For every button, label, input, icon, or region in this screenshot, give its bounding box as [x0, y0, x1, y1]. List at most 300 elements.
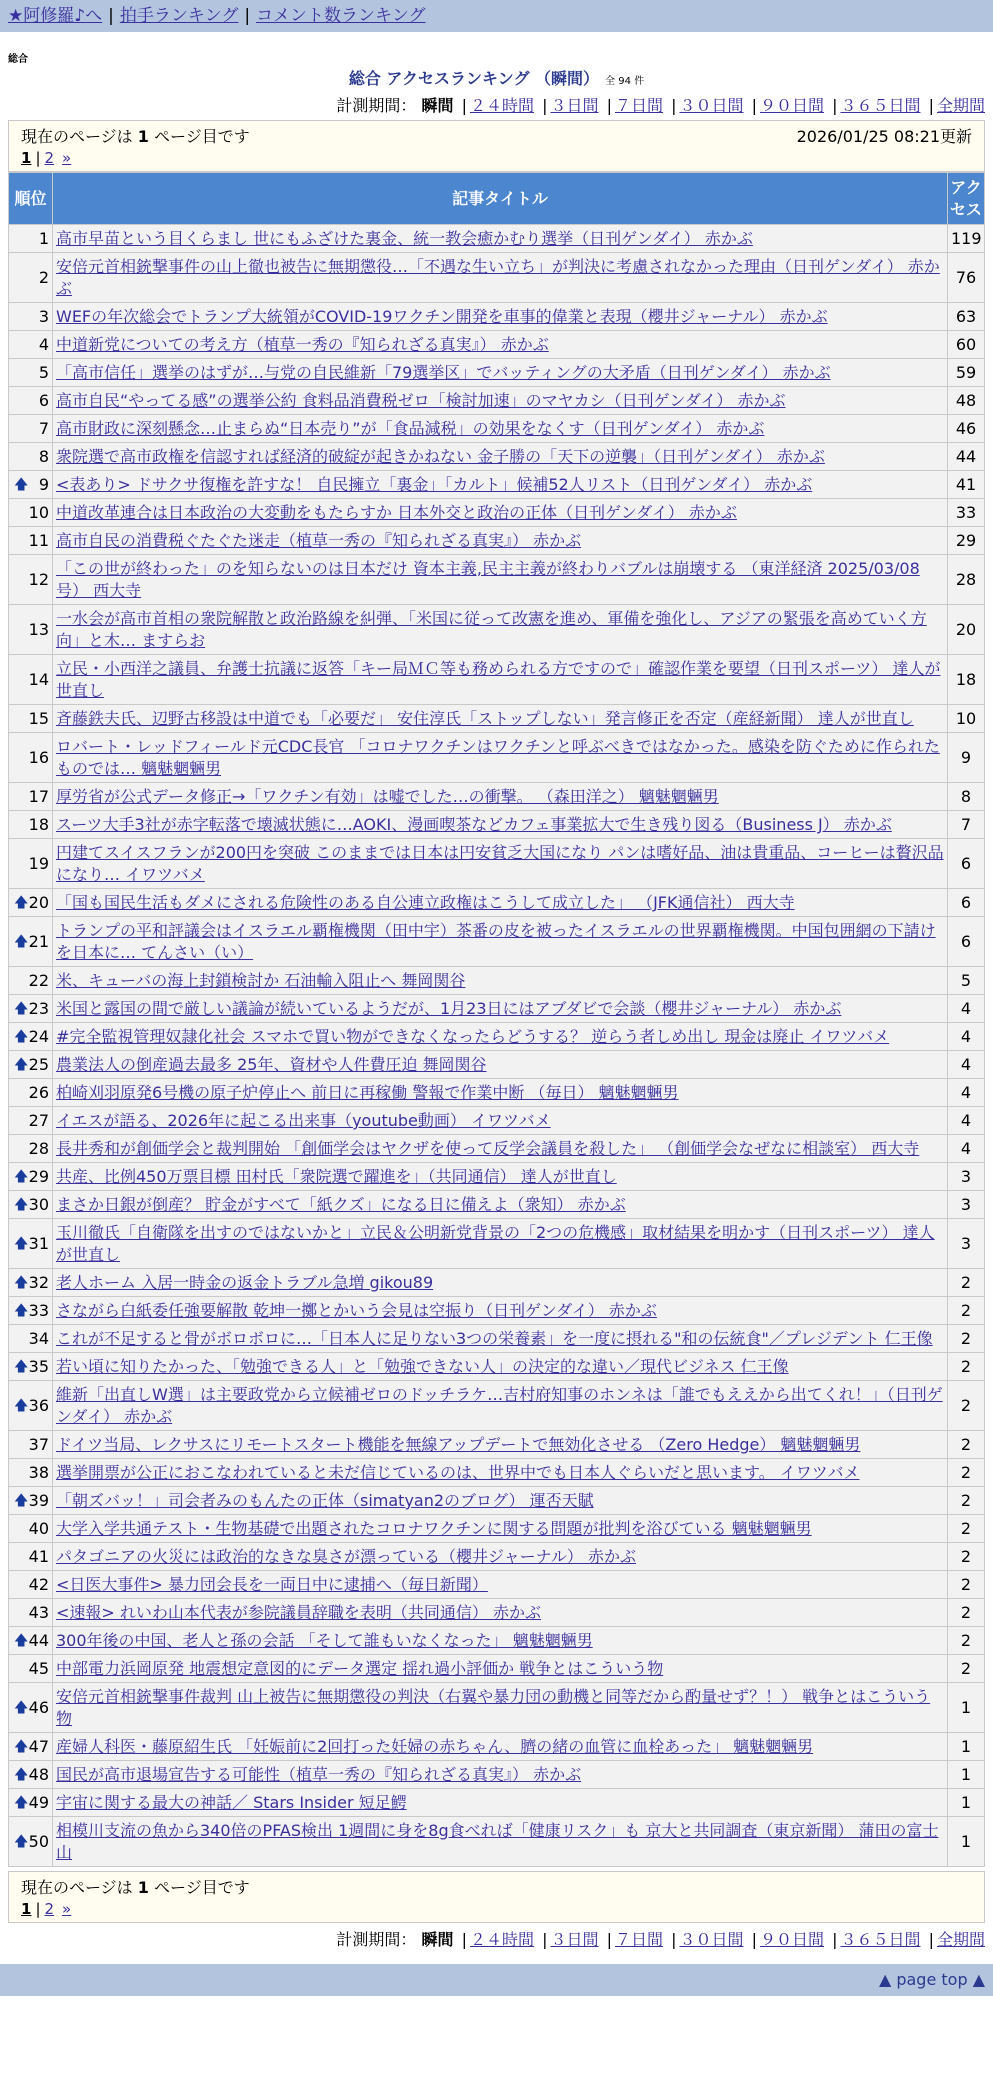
up-arrow-icon: 🡅 [14, 1834, 29, 1850]
rank-cell [9, 443, 53, 471]
table-row [9, 1431, 985, 1459]
article-title-link[interactable]: 立民・小西洋之議員、弁護士抗議に返答「キー局ＭＣ等も務められる方ですので」確認作業を要望（日刊スポーツ） 達人が世直し [56, 659, 941, 700]
rank-number: 34 [28, 1329, 49, 1348]
title-cell [53, 1079, 948, 1107]
section-label: 総合 [8, 54, 28, 65]
article-title-link[interactable]: 農業法人の倒産過去最多 25年、資材や人件費圧迫 舞岡関谷 [56, 1055, 487, 1074]
access-count: 4 [948, 1023, 985, 1051]
page-title-text: 総合 アクセスランキング （瞬間） [348, 69, 600, 88]
rank-cell [9, 1683, 53, 1733]
access-count: 119 [948, 225, 985, 253]
access-count: 33 [948, 499, 985, 527]
article-title-link[interactable]: 中部電力浜岡原発 地震想定意図的にデータ選定 揺れ過小評価か 戦争とはこういう物 [56, 1659, 664, 1678]
rank-cell [9, 839, 53, 889]
rank-cell [9, 1107, 53, 1135]
rank-cell [9, 1627, 53, 1655]
period-link-3d[interactable]: ３日間 [550, 96, 599, 115]
rank-number: 38 [28, 1463, 49, 1482]
access-count: 2 [948, 1325, 985, 1353]
table-row [9, 1191, 985, 1219]
up-arrow-icon: 🡅 [14, 1197, 29, 1213]
access-count: 2 [948, 1655, 985, 1683]
rank-cell [9, 889, 53, 917]
table-row [9, 995, 985, 1023]
period-link-365d[interactable]: ３６５日間 [840, 96, 921, 115]
top-nav-bar [0, 0, 993, 32]
rank-cell [9, 1297, 53, 1325]
title-cell [53, 705, 948, 733]
title-cell [53, 471, 948, 499]
title-cell [53, 811, 948, 839]
up-arrow-icon: 🡅 [14, 1359, 29, 1375]
article-title-link[interactable]: 米国と露国の間で厳しい議論が続いているようだが、1月23日にはアブダビで会談（櫻井ジャーナル） 赤かぶ [56, 999, 842, 1018]
ranking-table-body [9, 225, 985, 1867]
rank-cell [9, 1459, 53, 1487]
title-cell [53, 1163, 948, 1191]
title-cell [53, 1269, 948, 1297]
title-cell [53, 1023, 948, 1051]
table-row [9, 1761, 985, 1789]
rank-number: 28 [28, 1139, 49, 1158]
article-title-link[interactable]: 大学入学共通テスト・生物基礎で出題されたコロナワクチンに関する問題が批判を浴びている 魑魅魍魎男 [56, 1519, 812, 1538]
table-row [9, 811, 985, 839]
title-cell [53, 499, 948, 527]
table-row [9, 555, 985, 605]
nav-link-clap-ranking[interactable]: 拍手ランキング [119, 6, 239, 26]
period-link-24h[interactable]: ２４時間 [469, 96, 534, 115]
title-cell [53, 555, 948, 605]
footer-bar [0, 1964, 993, 1996]
nav-link-comment-ranking[interactable]: コメント数ランキング [256, 6, 426, 26]
article-title-link[interactable]: 「国も国民生活もダメにされる危険性のある自公連立政権はこうして成立した」 （JFK通信社） 西大寺 [56, 893, 795, 912]
rank-number: 33 [28, 1301, 49, 1320]
up-arrow-icon: 🡅 [14, 1493, 29, 1509]
rank-number: 9 [38, 475, 49, 494]
rank-number: 45 [28, 1659, 49, 1678]
up-arrow-icon: 🡅 [14, 1767, 29, 1783]
period-current: 瞬間 [421, 1930, 454, 1949]
table-row [9, 655, 985, 705]
rank-number: 32 [28, 1273, 49, 1292]
article-title-link[interactable]: ドイツ当局、レクサスにリモートスタート機能を無線アップデートで無効化させる （Zero Hedge） 魑魅魍魎男 [56, 1435, 861, 1454]
rank-cell [9, 253, 53, 303]
article-title-link[interactable]: パタゴニアの火災には政治的なきな臭さが漂っている（櫻井ジャーナル） 赤かぶ [56, 1547, 636, 1566]
table-row [9, 733, 985, 783]
table-row [9, 443, 985, 471]
article-title-link[interactable]: WEFの年次総会でトランプ大統領がCOVID-19ワクチン開発を車事的偉業と表現（櫻井ジャーナル） 赤かぶ [56, 307, 828, 326]
access-count: 2 [948, 1487, 985, 1515]
title-cell [53, 1761, 948, 1789]
page-title [8, 66, 985, 89]
paging-box-bottom [8, 1871, 985, 1923]
period-label: 計測期間： [336, 1930, 417, 1949]
period-selector-bottom: 計測期間： 瞬間 | ２４時間 | ３日間 | ７日間 | ３０日間 | ９０日間 | ３６５日間 | 全期間 [336, 1930, 985, 1949]
rank-cell [9, 1789, 53, 1817]
title-cell [53, 1459, 948, 1487]
table-row [9, 303, 985, 331]
article-title-link[interactable]: 厚労省が公式データ修正→「ワクチン有効」は嘘でした…の衝撃。 （森田洋之） 魑魅魍魎男 [56, 787, 719, 806]
rank-number: 40 [28, 1519, 49, 1538]
column-header-rank: 順位 [9, 173, 53, 225]
rank-cell [9, 359, 53, 387]
rank-cell [9, 995, 53, 1023]
title-cell [53, 1191, 948, 1219]
title-cell [53, 1817, 948, 1867]
article-title-link[interactable]: 国民が高市退場宣告する可能性（植草一秀の『知られざる真実』） 赤かぶ [56, 1765, 582, 1784]
article-title-link[interactable]: 共産、比例450万票目標 田村氏「衆院選で躍進を」（共同通信） 達人が世直し [56, 1167, 617, 1186]
table-row [9, 917, 985, 967]
title-cell [53, 1599, 948, 1627]
title-cell [53, 1107, 948, 1135]
rank-cell [9, 1325, 53, 1353]
up-arrow-icon: 🡅 [14, 1029, 29, 1045]
period-link-24h[interactable]: ２４時間 [469, 1930, 534, 1949]
rank-number: 44 [28, 1631, 49, 1650]
rank-cell [9, 415, 53, 443]
rank-cell [9, 783, 53, 811]
rank-number: 43 [28, 1603, 49, 1622]
period-link-all[interactable]: 全期間 [936, 1930, 985, 1949]
article-title-link[interactable]: 円建てスイスフランが200円を突破 このままでは日本は円安貧乏大国になり パンは嗜好品、油は貴重品、コーヒーは贅沢品になり… イワツバメ [56, 843, 944, 884]
rank-cell [9, 1761, 53, 1789]
next-page-link[interactable]: » [62, 1900, 72, 1918]
article-title-link[interactable]: トランプの平和評議会はイスラエル覇権機関（田中宇）茶番の皮を被ったイスラエルの世界覇権機関。中国包囲網の下請けを日本に… てんさい（い） [56, 921, 936, 962]
access-count: 46 [948, 415, 985, 443]
rank-number: 18 [28, 815, 49, 834]
table-row [9, 1515, 985, 1543]
access-count: 3 [948, 1219, 985, 1269]
title-cell [53, 1381, 948, 1431]
up-arrow-icon: 🡅 [14, 934, 29, 950]
article-title-link[interactable]: 斉藤鉄夫氏、辺野古移設は中道でも「必要だ」 安住淳氏「ストップしない」発言修正を否定（産経新聞） 達人が世直し [56, 709, 914, 728]
period-link-30d[interactable]: ３０日間 [679, 96, 744, 115]
article-title-link[interactable]: 産婦人科医・藤原紹生氏 「妊娠前に2回打った妊婦の赤ちゃん、臍の緒の血管に血栓あった」 魑魅魍魎男 [56, 1737, 814, 1756]
ranking-table [8, 172, 985, 1867]
table-row [9, 1163, 985, 1191]
access-count: 2 [948, 1381, 985, 1431]
table-row [9, 1353, 985, 1381]
rank-cell [9, 705, 53, 733]
table-row [9, 1627, 985, 1655]
table-row [9, 387, 985, 415]
title-cell [53, 303, 948, 331]
table-row [9, 499, 985, 527]
title-cell [53, 443, 948, 471]
rank-number: 46 [28, 1698, 49, 1717]
article-title-link[interactable]: 「この世が終わった」のを知らないのは日本だけ 資本主義,民主主義が終わりバブルは崩壊する （東洋経済 2025/03/08号） 西大寺 [56, 559, 920, 600]
article-title-link[interactable]: 高市自民“やってる感”の選挙公約 食料品消費税ゼロ「検討加速」のマヤカシ（日刊ゲンダイ） 赤かぶ [56, 391, 786, 410]
page-link-2[interactable]: 2 [44, 1900, 55, 1918]
article-title-link[interactable]: 長井秀和が創価学会と裁判開始 「創価学会はヤクザを使って反学会議員を殺した」 （創価学会なぜなに相談室） 西大寺 [56, 1139, 920, 1158]
title-cell [53, 1219, 948, 1269]
table-row [9, 1107, 985, 1135]
period-link-7d[interactable]: ７日間 [614, 96, 663, 115]
up-arrow-icon: 🡅 [14, 1303, 29, 1319]
paging-box-top [8, 120, 985, 172]
access-count: 28 [948, 555, 985, 605]
article-title-link[interactable]: 安倍元首相銃撃事件の山上徹也被告に無期懲役…「不遇な生い立ち」が判決に考慮されなかった理由（日刊ゲンダイ） 赤かぶ [56, 257, 940, 298]
access-count: 44 [948, 443, 985, 471]
title-cell [53, 605, 948, 655]
rank-number: 8 [38, 447, 49, 466]
rank-number: 48 [28, 1765, 49, 1784]
rank-number: 35 [28, 1357, 49, 1376]
article-title-link[interactable]: 「朝ズバッ！」司会者みのもんたの正体（simatyan2のブログ） 運否天賦 [56, 1491, 594, 1510]
table-row [9, 889, 985, 917]
title-cell [53, 415, 948, 443]
rank-number: 14 [28, 670, 49, 689]
table-row [9, 1219, 985, 1269]
article-title-link[interactable]: 宇宙に関する最大の神話／ Stars Insider 短足鰐 [56, 1793, 407, 1812]
access-count: 4 [948, 1107, 985, 1135]
access-count: 2 [948, 1353, 985, 1381]
title-cell [53, 1515, 948, 1543]
title-cell [53, 527, 948, 555]
article-title-link[interactable]: 若い頃に知りたかった、「勉強できる人」と「勉強できない人」の決定的な違い／現代ビジネス 仁王像 [56, 1357, 789, 1376]
table-row [9, 253, 985, 303]
rank-number: 49 [28, 1793, 49, 1812]
table-row [9, 1571, 985, 1599]
article-title-link[interactable]: 維新「出直しW選」は主要政党から立候補ゼロのドッチラケ…吉村府知事のホンネは「誰でもええから出てくれ！」（日刊ゲンダイ） 赤かぶ [56, 1385, 943, 1426]
pagination: 1 | 2 » [21, 149, 72, 167]
table-row [9, 1023, 985, 1051]
access-count: 2 [948, 1571, 985, 1599]
rank-cell [9, 527, 53, 555]
rank-cell [9, 1079, 53, 1107]
rank-cell [9, 331, 53, 359]
article-title-link[interactable]: 安倍元首相銃撃事件裁判 山上被告に無期懲役の判決（右翼や暴力団の動機と同等だから酌量せず？！） 戦争とはこういう物 [56, 1687, 931, 1728]
period-link-90d[interactable]: ９０日間 [759, 1930, 824, 1949]
rank-cell [9, 1817, 53, 1867]
article-title-link[interactable]: 高市自民の消費税ぐたぐた迷走（植草一秀の『知られざる真実』） 赤かぶ [56, 531, 582, 550]
nav-link-asyura-home[interactable]: ★阿修羅♪へ [8, 6, 103, 26]
table-row [9, 1599, 985, 1627]
article-title-link[interactable]: ロバート・レッドフィールド元CDC長官 「コロナワクチンはワクチンと呼ぶべきではなかった。感染を防ぐために作られたものでは… 魑魅魍魎男 [56, 737, 940, 778]
table-row [9, 967, 985, 995]
rank-number: 37 [28, 1435, 49, 1454]
up-arrow-icon: 🡅 [14, 895, 29, 911]
up-arrow-icon: 🡅 [14, 1275, 29, 1291]
article-title-link[interactable]: さながら白紙委任強要解散 乾坤一擲とかいう会見は空振り（日刊ゲンダイ） 赤かぶ [56, 1301, 657, 1320]
table-row [9, 331, 985, 359]
column-header-title: 記事タイトル [53, 173, 948, 225]
table-row [9, 1051, 985, 1079]
access-count: 2 [948, 1269, 985, 1297]
rank-cell [9, 1353, 53, 1381]
title-cell [53, 1627, 948, 1655]
rank-cell [9, 1487, 53, 1515]
rank-cell [9, 1381, 53, 1431]
article-title-link[interactable]: 衆院選で高市政権を信認すれば経済的破綻が起きかねない 金子勝の「天下の逆襲」（日刊ゲンダイ） 赤かぶ [56, 447, 825, 466]
title-cell [53, 1543, 948, 1571]
table-row [9, 1487, 985, 1515]
rank-cell [9, 1599, 53, 1627]
article-title-link[interactable]: #完全監視管理奴隷化社会 スマホで買い物ができなくなったらどうする？ 逆らう者しめ出し 現金は廃止 イワツバメ [56, 1027, 890, 1046]
table-row [9, 783, 985, 811]
rank-cell [9, 917, 53, 967]
table-row [9, 471, 985, 499]
rank-cell [9, 811, 53, 839]
title-cell [53, 1733, 948, 1761]
title-cell [53, 1297, 948, 1325]
article-title-link[interactable]: 中道改革連合は日本政治の大変動をもたらすか 日本外交と政治の正体（日刊ゲンダイ） 赤かぶ [56, 503, 737, 522]
access-count: 63 [948, 303, 985, 331]
table-row [9, 1733, 985, 1761]
title-cell [53, 917, 948, 967]
rank-number: 4 [38, 335, 49, 354]
rank-cell [9, 1051, 53, 1079]
access-count: 2 [948, 1431, 985, 1459]
period-link-7d[interactable]: ７日間 [614, 1930, 663, 1949]
article-title-link[interactable]: 高市早苗という目くらまし 世にもふざけた裏金、統一教会癒かむり選挙（日刊ゲンダイ） 赤かぶ [56, 229, 753, 248]
access-count: 2 [948, 1599, 985, 1627]
article-title-link[interactable]: <速報> れいわ山本代表が参院議員辞職を表明（共同通信） 赤かぶ [56, 1603, 541, 1622]
article-title-link[interactable]: 300年後の中国、老人と孫の会話 「そして誰もいなくなった」 魑魅魍魎男 [56, 1631, 593, 1650]
table-row [9, 605, 985, 655]
rank-number: 17 [28, 787, 49, 806]
article-title-link[interactable]: <日医大事件> 暴力団会長を一両日中に逮捕へ（毎日新聞） [56, 1575, 488, 1594]
rank-number: 16 [28, 748, 49, 767]
rank-number: 1 [38, 229, 49, 248]
period-link-90d[interactable]: ９０日間 [759, 96, 824, 115]
period-link-365d[interactable]: ３６５日間 [840, 1930, 921, 1949]
up-arrow-icon: 🡅 [14, 1057, 29, 1073]
access-count: 3 [948, 1191, 985, 1219]
rank-number: 11 [28, 531, 49, 550]
access-count: 6 [948, 839, 985, 889]
title-cell [53, 1789, 948, 1817]
article-title-link[interactable]: 老人ホーム 入居一時金の返金トラブル急増 gikou89 [56, 1273, 434, 1292]
article-title-link[interactable]: 「高市信任」選挙のはずが…与党の自民維新「79選挙区」でバッティングの大矛盾（日刊ゲンダイ） 赤かぶ [56, 363, 831, 382]
article-title-link[interactable]: 米、キューバの海上封鎖検討か 石油輸入阻止へ 舞岡関谷 [56, 971, 466, 990]
title-cell [53, 655, 948, 705]
access-count: 1 [948, 1789, 985, 1817]
next-page-link[interactable]: » [62, 149, 72, 167]
title-cell [53, 995, 948, 1023]
rank-cell [9, 1269, 53, 1297]
rank-cell [9, 1571, 53, 1599]
rank-cell [9, 1431, 53, 1459]
rank-cell [9, 1163, 53, 1191]
access-count: 60 [948, 331, 985, 359]
table-row [9, 1269, 985, 1297]
period-link-all[interactable]: 全期間 [936, 96, 985, 115]
access-count: 9 [948, 733, 985, 783]
period-link-3d[interactable]: ３日間 [550, 1930, 599, 1949]
page-link-2[interactable]: 2 [44, 149, 55, 167]
access-count: 2 [948, 1543, 985, 1571]
table-row [9, 1325, 985, 1353]
title-cell [53, 967, 948, 995]
table-row [9, 527, 985, 555]
table-row [9, 1459, 985, 1487]
rank-number: 27 [28, 1111, 49, 1130]
title-cell [53, 1571, 948, 1599]
article-title-link[interactable]: 柏崎刈羽原発6号機の原子炉停止へ 前日に再稼働 警報で作業中断 （毎日） 魑魅魍魎男 [56, 1083, 679, 1102]
title-cell [53, 1051, 948, 1079]
rank-number: 29 [28, 1167, 49, 1186]
access-count: 4 [948, 1051, 985, 1079]
rank-cell [9, 655, 53, 705]
rank-number: 47 [28, 1737, 49, 1756]
access-count: 4 [948, 1135, 985, 1163]
access-count: 2 [948, 1459, 985, 1487]
rank-number: 2 [38, 268, 49, 287]
title-cell [53, 1135, 948, 1163]
access-count: 18 [948, 655, 985, 705]
article-title-link[interactable]: スーツ大手3社が赤字転落で壊滅状態に…AOKI、漫画喫茶などカフェ事業拡大で生き残り図る（Business J） 赤かぶ [56, 815, 892, 834]
nav-separator: | [108, 6, 114, 26]
article-title-link[interactable]: 相模川支流の魚から340倍のPFAS検出 1週間に身を8g食べれば「健康リスク」も 京大と共同調査（東京新聞） 蒲田の富士山 [56, 1821, 939, 1862]
up-arrow-icon: 🡅 [14, 1700, 29, 1716]
rank-number: 36 [28, 1396, 49, 1415]
period-link-30d[interactable]: ３０日間 [679, 1930, 744, 1949]
current-page-text-bottom: 現在のページは 1 ページ目です [21, 1878, 250, 1897]
access-count: 6 [948, 889, 985, 917]
period-current: 瞬間 [421, 96, 454, 115]
rank-number: 23 [28, 999, 49, 1018]
access-count: 10 [948, 705, 985, 733]
access-count: 1 [948, 1817, 985, 1867]
rank-number: 13 [28, 620, 49, 639]
access-count: 8 [948, 783, 985, 811]
rank-number: 50 [28, 1832, 49, 1851]
up-arrow-icon: 🡅 [14, 1739, 29, 1755]
title-cell [53, 1353, 948, 1381]
rank-cell [9, 499, 53, 527]
article-title-link[interactable]: 選挙開票が公正におこなわれていると未だ信じているのは、世界中でも日本人ぐらいだと思います。 イワツバメ [56, 1463, 860, 1482]
page-top-link[interactable]: ▲ page top ▲ [878, 1970, 985, 1989]
table-row [9, 1079, 985, 1107]
access-count: 6 [948, 917, 985, 967]
access-count: 2 [948, 1515, 985, 1543]
article-title-link[interactable]: 玉川徹氏「自衛隊を出すのではないかと」立民＆公明新党背景の「2つの危機感」取材結果を明かす（日刊スポーツ） 達人が世直し [56, 1223, 935, 1264]
nav-separator: | [244, 6, 251, 26]
up-arrow-icon: 🡅 [14, 1795, 29, 1811]
rank-cell [9, 1219, 53, 1269]
rank-number: 21 [28, 932, 49, 951]
title-cell [53, 359, 948, 387]
rank-cell [9, 605, 53, 655]
up-arrow-icon: 🡅 [14, 1398, 29, 1414]
rank-cell [9, 1733, 53, 1761]
period-label: 計測期間： [336, 96, 417, 115]
rank-cell [9, 471, 53, 499]
article-title-link[interactable]: まさか日銀が倒産？ 貯金がすべて「紙クズ」になる日に備えよ（衆知） 赤かぶ [56, 1195, 626, 1214]
table-row [9, 1683, 985, 1733]
article-title-link[interactable]: これが不足すると骨がボロボロに…「日本人に足りない3つの栄養素」を一度に摂れる"和の伝統食"／プレジデント 仁王像 [56, 1329, 933, 1348]
article-title-link[interactable]: 高市財政に深刻懸念…止まらぬ“日本売り”が「食品減税」の効果をなくす（日刊ゲンダイ） 赤かぶ [56, 419, 765, 438]
up-arrow-icon: 🡅 [14, 477, 29, 493]
access-count: 2 [948, 1297, 985, 1325]
rank-number: 19 [28, 854, 49, 873]
rank-cell [9, 733, 53, 783]
article-title-link[interactable]: 一水会が高市首相の衆院解散と政治路線を糾弾、「米国に従って改憲を進め、軍備を強化し、アジアの緊張を高めていく方向」と木… ますらお [56, 609, 927, 650]
article-title-link[interactable]: 中道新党についての考え方（植草一秀の『知られざる真実』） 赤かぶ [56, 335, 549, 354]
rank-number: 12 [28, 570, 49, 589]
access-count: 1 [948, 1761, 985, 1789]
article-title-link[interactable]: イエスが語る、2026年に起こる出来事（youtube動画） イワツバメ [56, 1111, 551, 1130]
page-1-current: 1 [21, 1900, 32, 1918]
period-selector-top: 計測期間： 瞬間 | ２４時間 | ３日間 | ７日間 | ３０日間 | ９０日間 | ３６５日間 | 全期間 [336, 96, 985, 115]
rank-number: 41 [28, 1547, 49, 1566]
title-cell [53, 253, 948, 303]
table-row [9, 705, 985, 733]
rank-number: 30 [28, 1195, 49, 1214]
up-arrow-icon: 🡅 [14, 1001, 29, 1017]
table-row [9, 839, 985, 889]
article-title-link[interactable]: <表あり> ドサクサ復権を許すな！ 自民擁立「裏金」「カルト」候補52人リスト（日刊ゲンダイ） 赤かぶ [56, 475, 813, 494]
